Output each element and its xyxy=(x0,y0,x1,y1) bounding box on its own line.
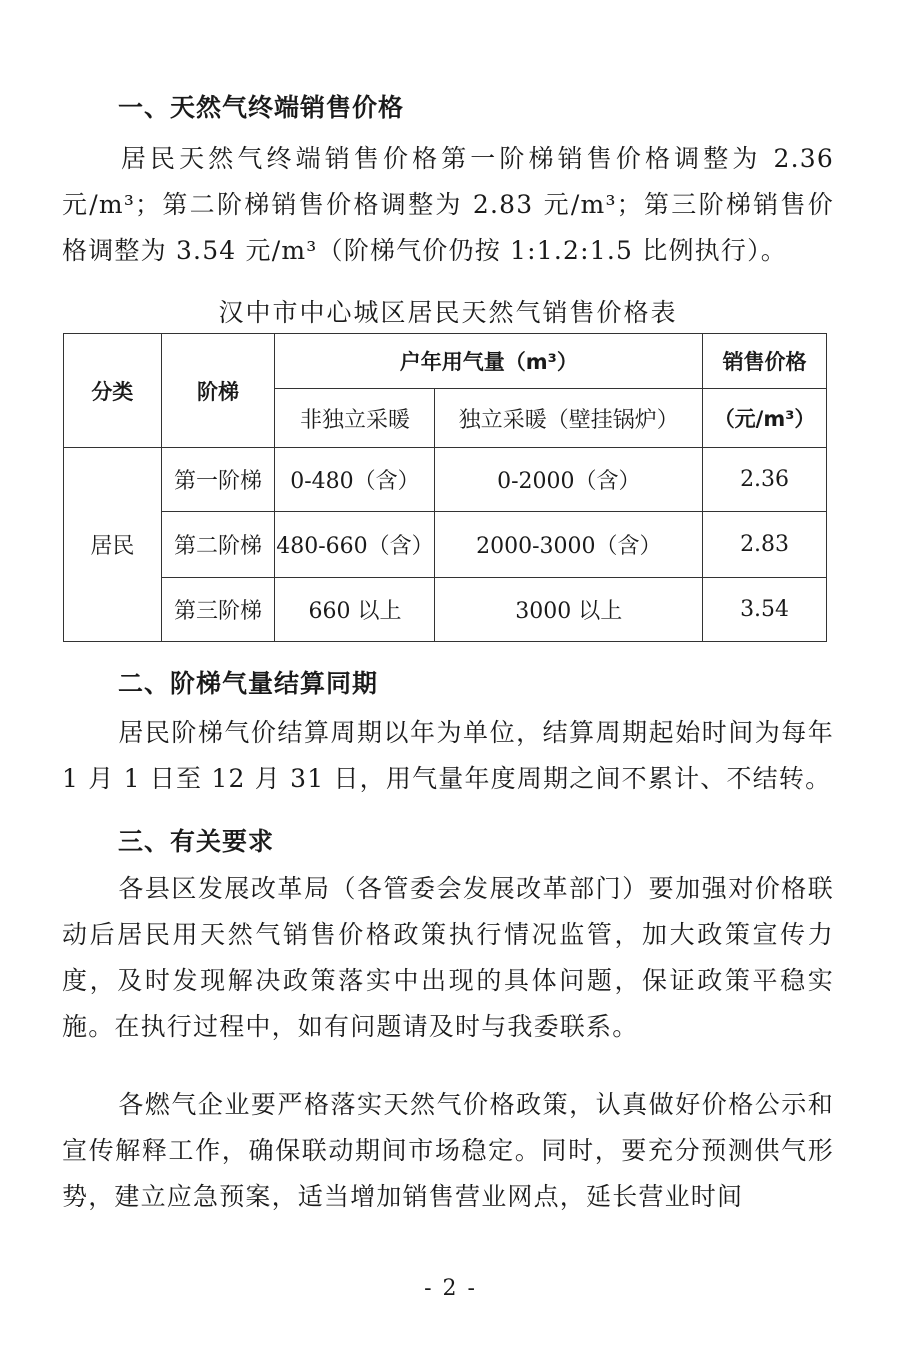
section3-paragraph-2-text: 各燃气企业要严格落实天然气价格政策，认真做好价格公示和宣传解释工作，确保联动期间市场稳定。同时，要充分预测供气形势，建立应急预案，适当增加销售营业网点，延长营业时间 xyxy=(62,1090,834,1211)
section2-paragraph xyxy=(62,710,834,802)
section1-paragraph xyxy=(62,136,834,274)
section3-paragraph-1 xyxy=(62,866,834,1050)
header-category: 分类 xyxy=(64,334,162,448)
independent-cell: 3000 以上 xyxy=(435,578,703,642)
header-price-unit: （元/m³） xyxy=(703,389,827,448)
table-row xyxy=(64,578,827,642)
section2-paragraph-text: 居民阶梯气价结算周期以年为单位，结算周期起始时间为每年 1 月 1 日至 12 月 31 日，用气量年度周期之间不累计、不结转。 xyxy=(62,718,834,793)
price-cell: 2.83 xyxy=(703,512,827,578)
non-independent-cell: 660 以上 xyxy=(275,578,435,642)
header-annual-volume: 户年用气量（m³） xyxy=(275,334,703,389)
price-cell: 3.54 xyxy=(703,578,827,642)
independent-cell: 2000-3000（含） xyxy=(435,512,703,578)
table-header-row xyxy=(64,334,827,389)
section1-heading: 一、天然气终端销售价格 xyxy=(118,93,405,122)
table-title: 汉中市中心城区居民天然气销售价格表 xyxy=(218,298,678,327)
tier-cell: 第二阶梯 xyxy=(161,512,275,578)
header-independent-heating: 独立采暖（壁挂锅炉） xyxy=(435,389,703,448)
section3-heading: 三、有关要求 xyxy=(118,827,275,856)
page-number: - 2 - xyxy=(424,1276,477,1301)
section3-paragraph-1-text: 各县区发展改革局（各管委会发展改革部门）要加强对价格联动后居民用天然气销售价格政策执行情况监管，加大政策宣传力度，及时发现解决政策落实中出现的具体问题，保证政策平稳实施。在执行过程中，如有问题请及时与我委联系。 xyxy=(62,874,834,1041)
table-row xyxy=(64,512,827,578)
section1-paragraph-text: 居民天然气终端销售价格第一阶梯销售价格调整为 2.36 元/m³；第二阶梯销售价格调整为 2.83 元/m³；第三阶梯销售价格调整为 3.54 元/m³（阶梯气价仍按 1:1.2:1.5 比例执行）。 xyxy=(62,144,834,265)
price-cell: 2.36 xyxy=(703,448,827,512)
header-tier: 阶梯 xyxy=(161,334,275,448)
tier-cell: 第一阶梯 xyxy=(161,448,275,512)
price-table xyxy=(63,333,827,642)
non-independent-cell: 0-480（含） xyxy=(275,448,435,512)
section2-heading: 二、阶梯气量结算同期 xyxy=(118,669,379,698)
table-row xyxy=(64,448,827,512)
tier-cell: 第三阶梯 xyxy=(161,578,275,642)
category-cell: 居民 xyxy=(64,448,162,642)
non-independent-cell: 480-660（含） xyxy=(275,512,435,578)
header-non-independent-heating: 非独立采暖 xyxy=(275,389,435,448)
section3-paragraph-2 xyxy=(62,1082,834,1220)
header-price: 销售价格 xyxy=(703,334,827,389)
independent-cell: 0-2000（含） xyxy=(435,448,703,512)
